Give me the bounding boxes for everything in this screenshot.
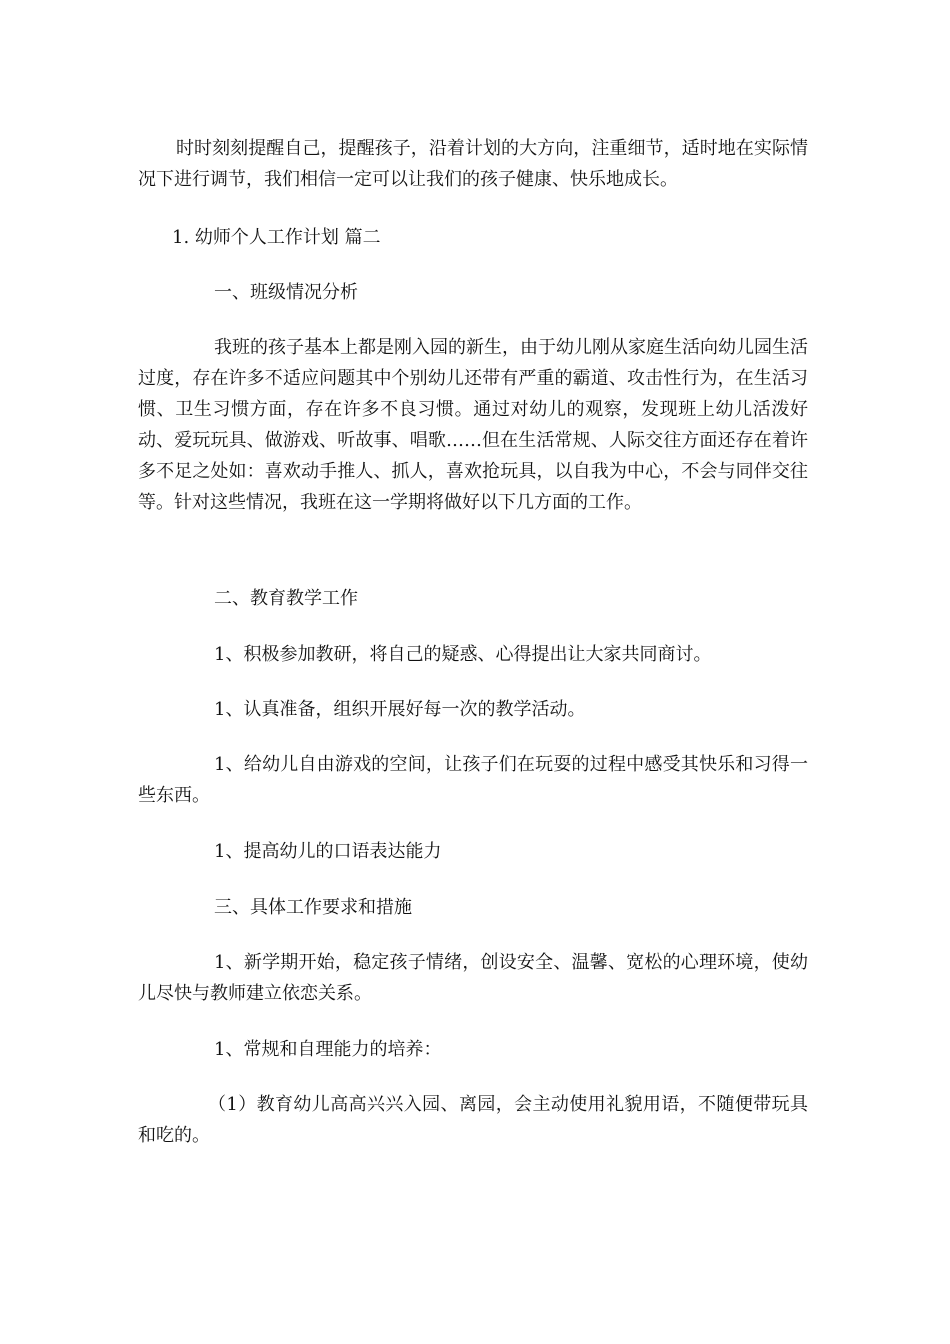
heading-class-analysis: 一、班级情况分析 — [214, 282, 358, 303]
item-teaching-1: 1、积极参加教研，将自己的疑惑、心得提出让大家共同商讨。 — [214, 644, 712, 665]
heading-requirements: 三、具体工作要求和措施 — [214, 897, 412, 918]
item-requirements-1: 1、新学期开始，稳定孩子情绪，创设安全、温馨、宽松的心理环境，使幼儿尽快与教师建立依恋关系。 — [138, 952, 808, 1004]
item-teaching-2: 1、认真准备，组织开展好每一次的教学活动。 — [214, 699, 586, 720]
paragraph-intro: 时时刻刻提醒自己，提醒孩子，沿着计划的大方向，注重细节，适时地在实际情况下进行调节，我们相信一定可以让我们的孩子健康、快乐地成长。 — [138, 138, 808, 190]
heading-teaching-work: 二、教育教学工作 — [214, 588, 358, 609]
item-teaching-4: 1、提高幼儿的口语表达能力 — [214, 841, 442, 862]
item-requirements-2-1: （1）教育幼儿高高兴兴入园、离园，会主动使用礼貌用语，不随便带玩具和吃的。 — [138, 1094, 808, 1146]
paragraph-class-analysis: 我班的孩子基本上都是刚入园的新生，由于幼儿刚从家庭生活向幼儿园生活过度，存在许多不适应问题其中个别幼儿还带有严重的霸道、攻击性行为，在生活习惯、卫生习惯方面，存在许多不良习惯。通过对幼儿的观察，发现班上幼儿活泼好动、爱玩玩具、做游戏、听故事、唱歌……但在生活常规、人际交往方面还存在着许多不足之处如：喜欢动手推人、抓人，喜欢抢玩具，以自我为中心，不会与同伴交往等。针对这些情况，我班在这一学期将做好以下几方面的工作。 — [138, 337, 808, 513]
section-title: 1. 幼师个人工作计划 篇二 — [172, 227, 381, 248]
item-requirements-2: 1、常规和自理能力的培养： — [214, 1039, 442, 1060]
item-teaching-3: 1、给幼儿自由游戏的空间，让孩子们在玩耍的过程中感受其快乐和习得一些东西。 — [138, 754, 808, 806]
